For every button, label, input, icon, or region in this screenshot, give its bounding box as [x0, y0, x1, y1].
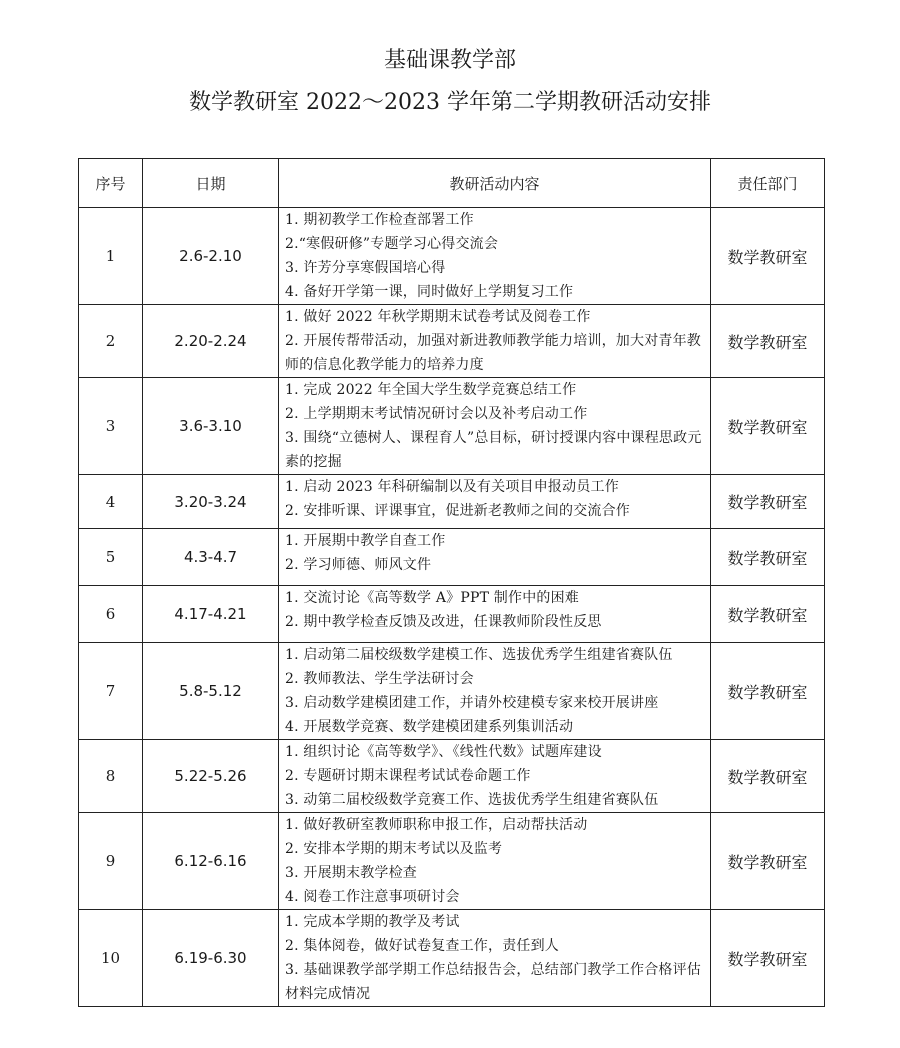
activity-item: 2.“寒假研修”专题学习心得交流会 — [285, 236, 499, 252]
row-date: 3.20-3.24 — [143, 475, 279, 529]
row-date: 4.3-4.7 — [143, 529, 279, 586]
row-activities — [279, 586, 711, 643]
activity-item: 1. 完成本学期的教学及考试 — [285, 914, 460, 930]
activity-item: 1. 做好 2022 年秋学期期末试卷考试及阅卷工作 — [285, 309, 591, 325]
row-index: 8 — [79, 740, 143, 813]
activity-item: 2. 上学期期末考试情况研讨会以及补考启动工作 — [285, 406, 588, 422]
row-index: 3 — [79, 378, 143, 475]
activity-item: 1. 开展期中教学自查工作 — [285, 533, 446, 549]
row-department: 数学教研室 — [711, 378, 825, 475]
row-date: 2.20-2.24 — [143, 305, 279, 378]
table-row — [79, 586, 825, 643]
row-department: 数学教研室 — [711, 305, 825, 378]
row-date: 4.17-4.21 — [143, 586, 279, 643]
header-index: 序号 — [79, 159, 143, 208]
document-title: 基础课教学部 — [383, 48, 516, 73]
table-row — [79, 529, 825, 586]
header-content: 教研活动内容 — [279, 159, 711, 208]
table-row — [79, 813, 825, 910]
activity-item: 4. 阅卷工作注意事项研讨会 — [285, 889, 460, 905]
table-row — [79, 740, 825, 813]
row-department: 数学教研室 — [711, 208, 825, 305]
table-row — [79, 643, 825, 740]
row-index: 4 — [79, 475, 143, 529]
activity-item: 2. 集体阅卷，做好试卷复查工作，责任到人 — [285, 938, 560, 954]
activity-item: 3. 基础课教学部学期工作总结报告会，总结部门教学工作合格评估材料完成情况 — [285, 962, 702, 1002]
table-row — [79, 910, 825, 1007]
activity-item: 4. 备好开学第一课，同时做好上学期复习工作 — [285, 284, 574, 300]
activity-item: 2. 专题研讨期末课程考试试卷命题工作 — [285, 768, 531, 784]
row-activities — [279, 378, 711, 475]
row-department: 数学教研室 — [711, 813, 825, 910]
activity-item: 3. 开展期末教学检查 — [285, 865, 418, 881]
row-activities — [279, 305, 711, 378]
row-index: 7 — [79, 643, 143, 740]
activity-item: 2. 期中教学检查反馈及改进，任课教师阶段性反思 — [285, 614, 602, 630]
activity-item: 1. 完成 2022 年全国大学生数学竞赛总结工作 — [285, 382, 577, 398]
table-row — [79, 475, 825, 529]
row-date: 6.12-6.16 — [143, 813, 279, 910]
activity-item: 3. 动第二届校级数学竞赛工作、选拔优秀学生组建省赛队伍 — [285, 792, 659, 808]
activity-item: 3. 许芳分享寒假国培心得 — [285, 260, 446, 276]
row-index: 5 — [79, 529, 143, 586]
table-row — [79, 208, 825, 305]
row-department: 数学教研室 — [711, 529, 825, 586]
activity-item: 3. 围绕“立德树人、课程育人”总目标，研讨授课内容中课程思政元素的挖掘 — [285, 430, 702, 470]
row-activities — [279, 643, 711, 740]
activity-item: 1. 启动 2023 年科研编制以及有关项目申报动员工作 — [285, 479, 619, 495]
activity-item: 1. 组织讨论《高等数学》、《线性代数》试题库建设 — [285, 744, 602, 760]
row-department: 数学教研室 — [711, 643, 825, 740]
row-department: 数学教研室 — [711, 475, 825, 529]
activity-item: 1. 期初教学工作检查部署工作 — [285, 212, 474, 228]
row-date: 5.22-5.26 — [143, 740, 279, 813]
row-activities — [279, 208, 711, 305]
row-date: 5.8-5.12 — [143, 643, 279, 740]
schedule-table — [78, 158, 825, 1007]
table-row — [79, 305, 825, 378]
table-header-row — [79, 159, 825, 208]
activity-item: 1. 交流讨论《高等数学 A》PPT 制作中的困难 — [285, 590, 579, 606]
row-date: 3.6-3.10 — [143, 378, 279, 475]
row-index: 10 — [79, 910, 143, 1007]
activity-item: 1. 做好教研室教师职称申报工作，启动帮扶活动 — [285, 817, 588, 833]
row-department: 数学教研室 — [711, 910, 825, 1007]
activity-item: 2. 安排本学期的期末考试以及监考 — [285, 841, 503, 857]
table-row — [79, 378, 825, 475]
row-index: 2 — [79, 305, 143, 378]
header-date: 日期 — [143, 159, 279, 208]
document-subtitle: 数学教研室 2022～2023 学年第二学期教研活动安排 — [189, 90, 711, 115]
activity-item: 1. 启动第二届校级数学建模工作、选拔优秀学生组建省赛队伍 — [285, 647, 673, 663]
row-index: 9 — [79, 813, 143, 910]
row-date: 6.19-6.30 — [143, 910, 279, 1007]
row-activities — [279, 813, 711, 910]
header-department: 责任部门 — [711, 159, 825, 208]
row-activities — [279, 475, 711, 529]
row-index: 6 — [79, 586, 143, 643]
activity-item: 2. 开展传帮带活动，加强对新进教师教学能力培训，加大对青年教师的信息化教学能力的培养力度 — [285, 333, 702, 373]
row-index: 1 — [79, 208, 143, 305]
activity-item: 4. 开展数学竞赛、数学建模团建系列集训活动 — [285, 719, 574, 735]
activity-item: 2. 教师教法、学生学法研讨会 — [285, 671, 474, 687]
row-department: 数学教研室 — [711, 740, 825, 813]
row-activities — [279, 529, 711, 586]
row-activities — [279, 740, 711, 813]
row-department: 数学教研室 — [711, 586, 825, 643]
row-activities — [279, 910, 711, 1007]
activity-item: 2. 安排听课、评课事宜，促进新老教师之间的交流合作 — [285, 503, 631, 519]
activity-item: 2. 学习师德、师风文件 — [285, 557, 432, 573]
activity-item: 3. 启动数学建模团建工作，并请外校建模专家来校开展讲座 — [285, 695, 659, 711]
row-date: 2.6-2.10 — [143, 208, 279, 305]
